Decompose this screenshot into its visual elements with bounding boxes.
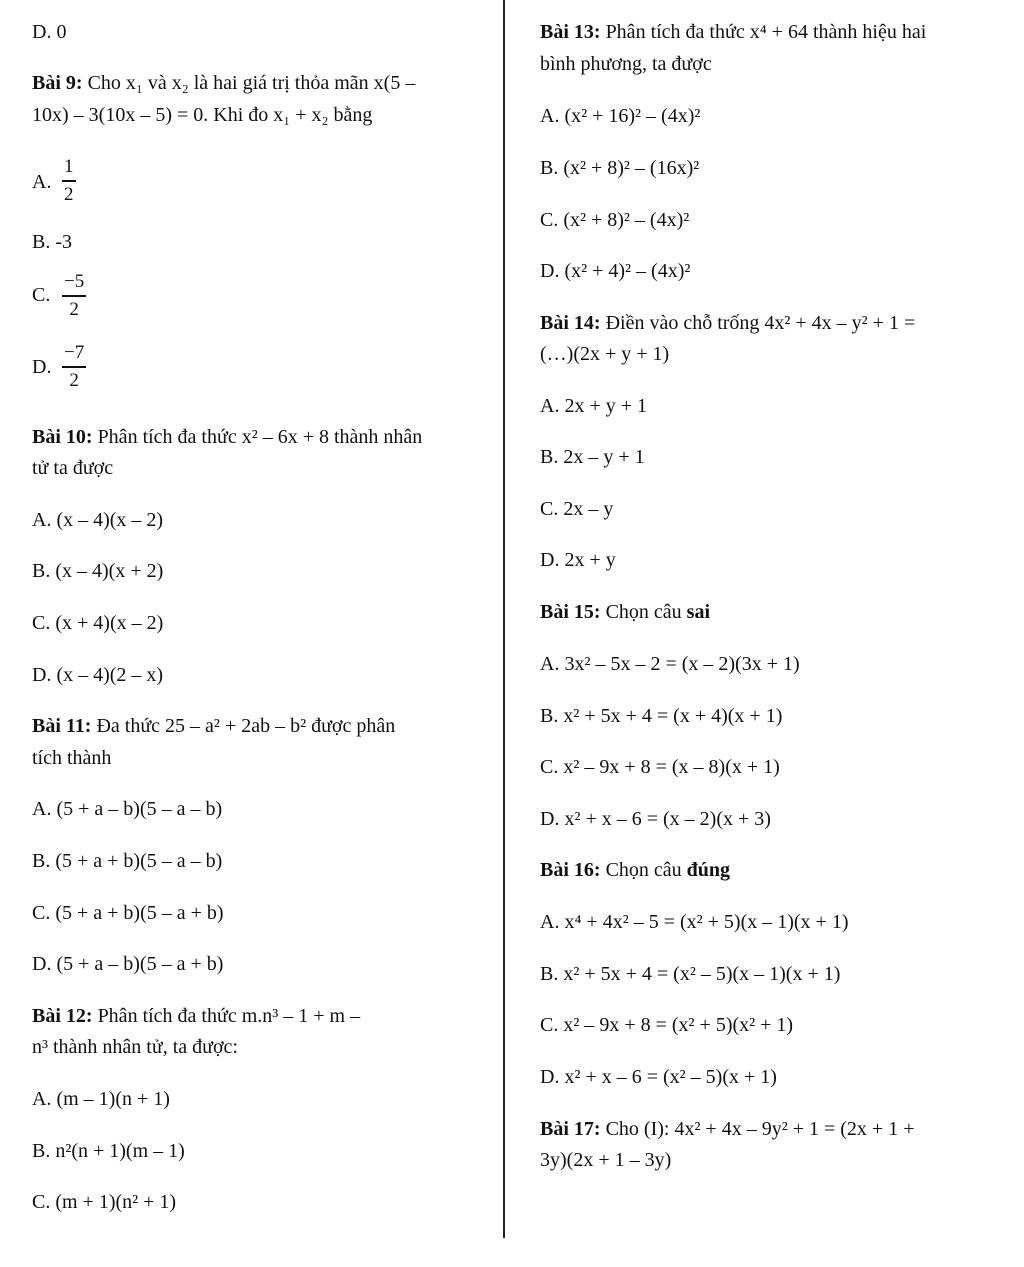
q11-line1 <box>32 713 395 739</box>
column-divider <box>503 0 505 1238</box>
q11-option-a: A. (5 + a – b)(5 – a – b) <box>32 798 223 820</box>
q13-line2: bình phương, ta được <box>540 53 712 75</box>
q14-option-a: A. 2x + y + 1 <box>540 395 648 417</box>
q12-text-1: Phân tích đa thức m.n³ – 1 + m – <box>97 1005 361 1027</box>
q9-option-d-label: D. <box>32 356 52 378</box>
q13-title: Bài 13: <box>540 21 601 43</box>
q9-option-a-fraction <box>62 156 76 206</box>
q9-option-d-fraction <box>62 342 86 392</box>
q14-option-b: B. 2x – y + 1 <box>540 446 645 468</box>
q16-option-a: A. x⁴ + 4x² – 5 = (x² + 5)(x – 1)(x + 1) <box>540 911 849 933</box>
q16-option-c: C. x² – 9x + 8 = (x² + 5)(x² + 1) <box>540 1014 794 1036</box>
q11-option-b: B. (5 + a + b)(5 – a – b) <box>32 850 223 872</box>
q9-option-a-label: A. <box>32 171 52 193</box>
q10-option-d: D. (x – 4)(2 – x) <box>32 664 164 686</box>
q17-line2: 3y)(2x + 1 – 3y) <box>540 1149 672 1171</box>
q14-line1 <box>540 310 915 336</box>
q15-option-c: C. x² – 9x + 8 = (x – 8)(x + 1) <box>540 756 780 778</box>
q13-option-b: B. (x² + 8)² – (16x)² <box>540 157 700 179</box>
q10-line1 <box>32 424 422 450</box>
q10-line2: tử ta được <box>32 457 114 479</box>
q11-option-c: C. (5 + a + b)(5 – a + b) <box>32 902 224 924</box>
q15-option-d: D. x² + x – 6 = (x – 2)(x + 3) <box>540 808 771 830</box>
q14-title: Bài 14: <box>540 312 601 334</box>
q13-option-c: C. (x² + 8)² – (4x)² <box>540 209 690 231</box>
q9-c-numerator: −5 <box>64 271 85 292</box>
q12-option-c: C. (m + 1)(n² + 1) <box>32 1191 177 1213</box>
q9-title: Bài 9: <box>32 72 83 94</box>
q14-text-1: Điền vào chỗ trống 4x² + 4x – y² + 1 = <box>605 312 916 334</box>
q10-option-c: C. (x + 4)(x – 2) <box>32 612 164 634</box>
q14-line2: (…)(2x + y + 1) <box>540 343 670 365</box>
q16-option-d: D. x² + x – 6 = (x² – 5)(x + 1) <box>540 1066 777 1088</box>
q11-option-d: D. (5 + a – b)(5 – a + b) <box>32 953 224 975</box>
q9-option-c-label: C. <box>32 284 51 306</box>
q11-text-1: Đa thức 25 – a² + 2ab – b² được phân <box>96 715 396 737</box>
q17-title: Bài 17: <box>540 1118 601 1140</box>
q12-option-b: B. n²(n + 1)(m – 1) <box>32 1140 185 1162</box>
q16-header <box>540 857 730 883</box>
fraction-bar <box>62 180 76 182</box>
q9-line1 <box>32 70 415 96</box>
q9-a-numerator: 1 <box>64 156 74 177</box>
fraction-bar <box>62 295 86 297</box>
q14-option-c: C. 2x – y <box>540 498 614 520</box>
q10-option-a: A. (x – 4)(x – 2) <box>32 509 164 531</box>
q11-title: Bài 11: <box>32 715 92 737</box>
q15-option-b: B. x² + 5x + 4 = (x + 4)(x + 1) <box>540 705 783 727</box>
q9-line2: 10x) – 3(10x – 5) = 0. Khi đo x₁ + x₂ bằng <box>32 104 373 126</box>
q9-text-1: Cho x₁ và x₂ là hai giá trị thỏa mãn x(5 – <box>87 72 416 94</box>
q17-line1 <box>540 1116 915 1142</box>
q16-title: Bài 16: <box>540 859 601 881</box>
q10-title: Bài 10: <box>32 426 93 448</box>
q16-option-b: B. x² + 5x + 4 = (x² – 5)(x – 1)(x + 1) <box>540 963 841 985</box>
q12-option-a: A. (m – 1)(n + 1) <box>32 1088 170 1110</box>
q9-option-b: B. -3 <box>32 231 72 253</box>
q15-text: Chọn câu <box>605 601 682 623</box>
q11-line2: tích thành <box>32 747 112 769</box>
q9-a-denominator: 2 <box>64 183 74 205</box>
q15-title: Bài 15: <box>540 601 601 623</box>
q9-c-denominator: 2 <box>69 298 79 320</box>
q13-option-a: A. (x² + 16)² – (4x)² <box>540 105 701 127</box>
q14-option-d: D. 2x + y <box>540 549 616 571</box>
q16-text: Chọn câu <box>605 859 682 881</box>
q16-emphasis: đúng <box>686 859 731 881</box>
q13-option-d: D. (x² + 4)² – (4x)² <box>540 260 691 282</box>
q10-option-b: B. (x – 4)(x + 2) <box>32 560 164 582</box>
q13-line1 <box>540 19 926 45</box>
fraction-bar <box>62 366 86 368</box>
q8-option-d: D. 0 <box>32 21 67 43</box>
q15-option-a: A. 3x² – 5x – 2 = (x – 2)(3x + 1) <box>540 653 800 675</box>
q9-d-numerator: −7 <box>64 342 85 363</box>
q15-emphasis: sai <box>686 601 710 623</box>
q15-header <box>540 599 710 625</box>
q13-text-1: Phân tích đa thức x⁴ + 64 thành hiệu hai <box>605 21 927 43</box>
q12-title: Bài 12: <box>32 1005 93 1027</box>
q12-line2: n³ thành nhân tử, ta được: <box>32 1036 238 1058</box>
q12-line1 <box>32 1003 360 1029</box>
q10-text-1: Phân tích đa thức x² – 6x + 8 thành nhân <box>97 426 423 448</box>
q9-d-denominator: 2 <box>69 369 79 391</box>
q9-option-c-fraction <box>62 271 86 321</box>
q17-text-1: Cho (I): 4x² + 4x – 9y² + 1 = (2x + 1 + <box>605 1118 915 1140</box>
